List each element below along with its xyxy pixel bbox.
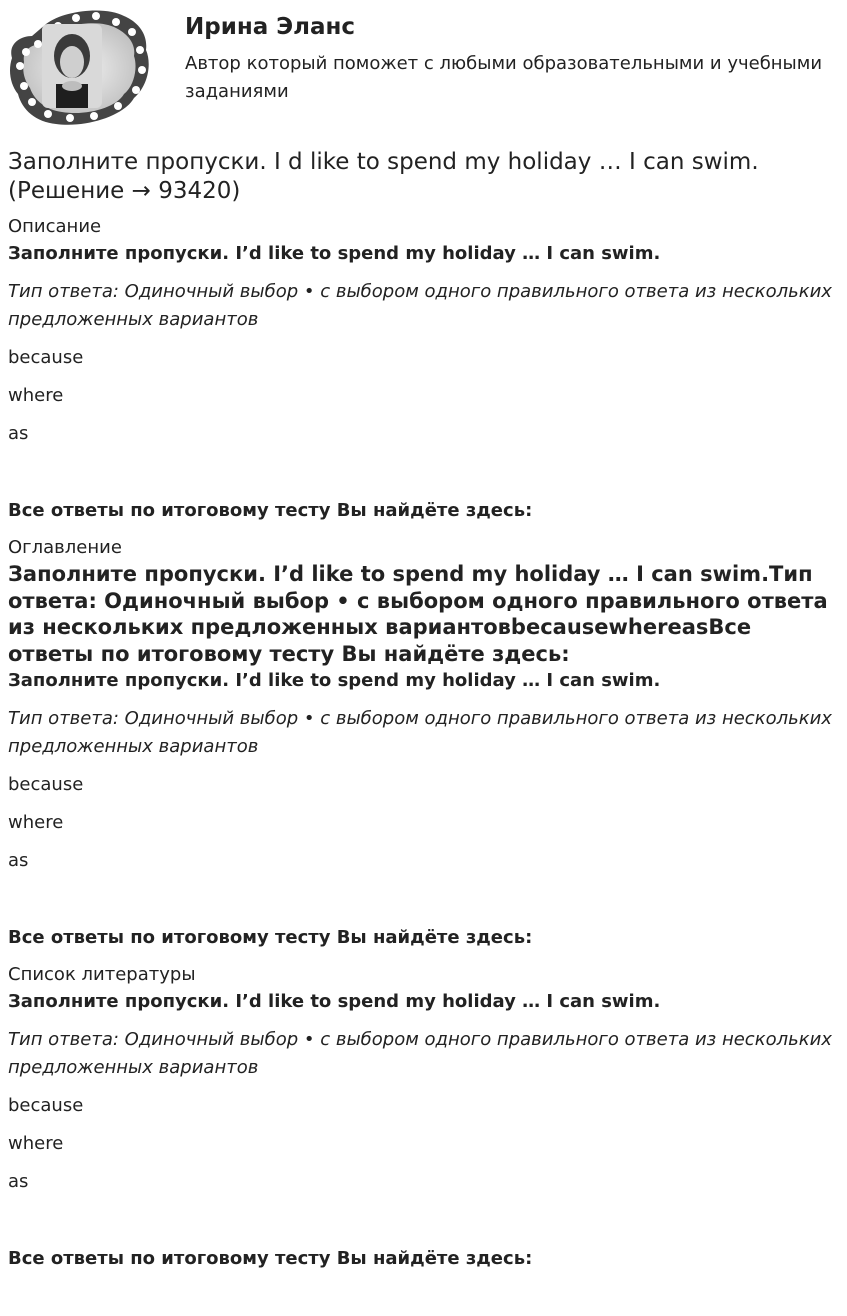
toc-block <box>8 667 838 952</box>
question-title: Заполните пропуски. I’d like to spend my holiday … I can swim. <box>8 243 661 264</box>
option-where: where <box>8 1133 64 1154</box>
description-block <box>8 240 838 525</box>
all-answers-note: Все ответы по итоговому тесту Вы найдёте здесь: <box>8 927 533 948</box>
author-description: Автор который поможет с любыми образовательными и учебными заданиями <box>185 53 823 102</box>
answer-type: Тип ответа: Одиночный выбор • с выбором одного правильного ответа из нескольких предложенных вариантов <box>8 281 832 330</box>
toc-heading: Заполните пропуски. I’d like to spend my holiday … I can swim.Тип ответа: Одиночный выбор • с выбором одного правильного ответа из нескольких предложенных вариантовbecausewhereasВсе ответы по итоговому тесту Вы найдёте здесь: <box>8 562 828 666</box>
bibliography-block <box>8 988 838 1273</box>
all-answers-note: Все ответы по итоговому тесту Вы найдёте здесь: <box>8 1248 533 1269</box>
main-content <box>8 148 838 1273</box>
option-where: where <box>8 812 64 833</box>
section-label-description: Описание <box>8 216 102 237</box>
option-as: as <box>8 1171 29 1192</box>
question-title: Заполните пропуски. I’d like to spend my holiday … I can swim. <box>8 991 661 1012</box>
option-where: where <box>8 385 64 406</box>
author-name[interactable]: Ирина Эланс <box>185 14 356 40</box>
option-because: because <box>8 347 84 368</box>
all-answers-note: Все ответы по итоговому тесту Вы найдёте здесь: <box>8 500 533 521</box>
option-as: as <box>8 423 29 444</box>
section-label-bibliography: Список литературы <box>8 964 196 985</box>
author-header <box>0 0 847 140</box>
option-because: because <box>8 774 84 795</box>
answer-type: Тип ответа: Одиночный выбор • с выбором одного правильного ответа из нескольких предложенных вариантов <box>8 708 832 757</box>
answer-type: Тип ответа: Одиночный выбор • с выбором одного правильного ответа из нескольких предложенных вариантов <box>8 1029 832 1078</box>
option-as: as <box>8 850 29 871</box>
option-because: because <box>8 1095 84 1116</box>
section-label-toc: Оглавление <box>8 537 122 558</box>
author-avatar <box>6 6 152 128</box>
question-title: Заполните пропуски. I’d like to spend my holiday … I can swim. <box>8 670 661 691</box>
page-title: Заполните пропуски. I d like to spend my holiday … I can swim. (Решение → 93420) <box>8 149 759 204</box>
